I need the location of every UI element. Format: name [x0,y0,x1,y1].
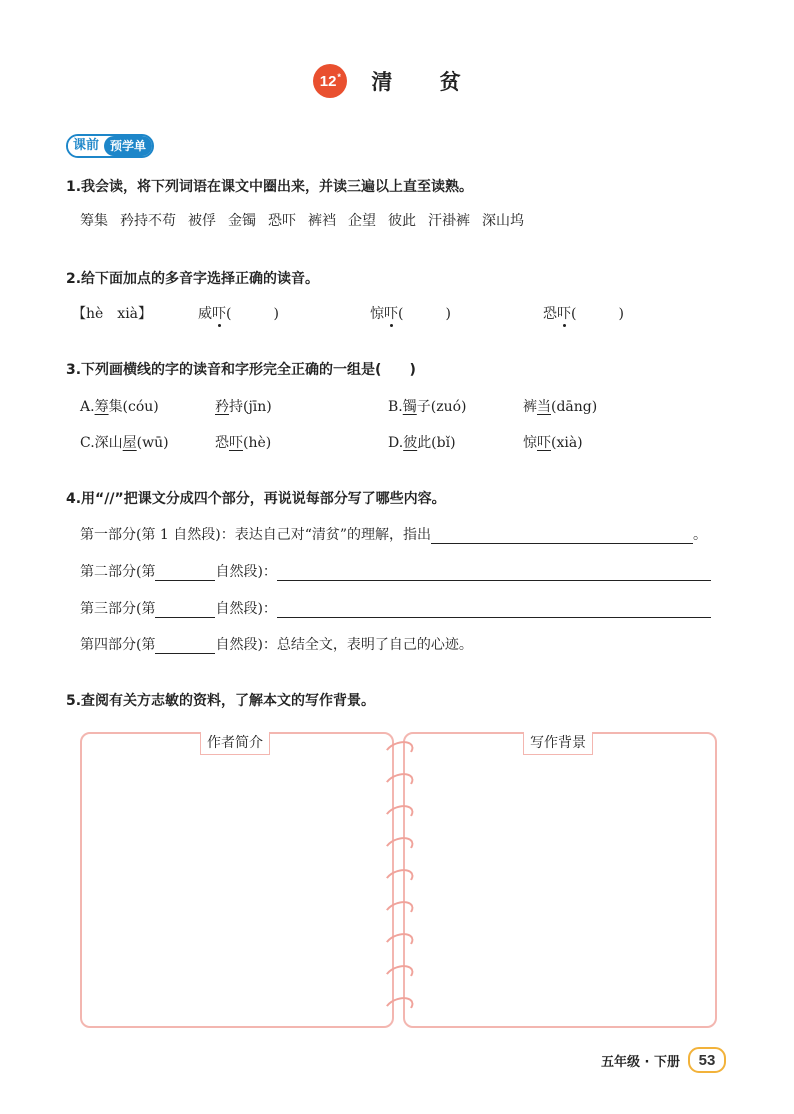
part-1-line: 第一部分(第 1 自然段)：表达自己对“清贫”的理解，指出 。 [80,527,708,543]
author-intro-label: 作者简介 [200,732,270,755]
answer-line[interactable] [277,603,711,618]
pinyin-options: 【hè xià】 [72,306,153,322]
section-tag-left: 课前 [68,136,104,156]
option-c-1: C.深山屋(wū) [80,435,169,451]
paragraph-number-blank[interactable] [155,639,215,654]
answer-line[interactable] [277,566,711,581]
polyphone-item-3: 恐吓( ) [543,306,624,322]
word-item: 彼此 [388,213,416,229]
lesson-number-badge [313,64,347,98]
option-b-2: 裤当(dāng) [523,399,598,415]
paragraph-number-blank[interactable] [155,566,215,581]
author-intro-box[interactable] [80,732,394,1028]
word-item: 深山坞 [482,213,524,229]
word-item: 金镯 [228,213,256,229]
lesson-mark: * [337,72,341,82]
grade-label: 五年级 · 下册 [601,1054,680,1070]
page-title: 清 贫 [371,70,481,94]
page-number: 53 [688,1047,726,1073]
answer-blank[interactable]: ( ) [571,306,624,322]
answer-blank[interactable]: ( ) [398,306,451,322]
page-title-row [0,64,794,98]
polyphone-item-2: 惊吓( ) [370,306,451,322]
option-b-1: B.镯子(zuó) [388,399,467,415]
question-4-prompt: 4.用“//”把课文分成四个部分，再说说每部分写了哪些内容。 [66,491,446,507]
word-item: 被俘 [188,213,216,229]
part-3-line: 第三部分(第 自然段)： [80,598,711,618]
option-a-1: A.筹集(cóu) [80,399,159,415]
polyphone-item-1: 威吓( ) [198,306,279,322]
option-d-1: D.彼此(bǐ) [388,435,456,451]
option-a-2: 矜持(jīn) [215,399,272,415]
word-item: 矜持不苟 [120,213,176,229]
section-tag-right: 预学单 [104,136,152,156]
word-item: 汗褂裤 [428,213,470,229]
answer-blank[interactable]: ( ) [226,306,279,322]
word-item: 恐吓 [268,213,296,229]
section-tag [66,134,154,158]
part-4-line: 第四部分(第 自然段)：总结全文，表明了自己的心迹。 [80,637,473,653]
option-c-2: 恐吓(hè) [215,435,272,451]
question-5-prompt: 5.查阅有关方志敏的资料，了解本文的写作背景。 [66,693,376,709]
lesson-number: 12 [319,72,337,90]
writing-background-box[interactable] [403,732,717,1028]
option-d-2: 惊吓(xià) [523,435,583,451]
question-1-prompt: 1.我会读，将下列词语在课文中圈出来，并读三遍以上直至读熟。 [66,179,474,195]
word-list [80,210,524,230]
part-2-line: 第二部分(第 自然段)： [80,561,711,581]
question-3-prompt: 3.下列画横线的字的读音和字形完全正确的一组是( ) [66,362,416,378]
question-2-prompt: 2.给下面加点的多音字选择正确的读音。 [66,271,320,287]
word-item: 企望 [348,213,376,229]
paragraph-number-blank[interactable] [155,603,215,618]
word-item: 筹集 [80,213,108,229]
word-item: 裤裆 [308,213,336,229]
writing-background-label: 写作背景 [523,732,593,755]
answer-line[interactable] [431,529,693,544]
page-footer [601,1047,726,1073]
